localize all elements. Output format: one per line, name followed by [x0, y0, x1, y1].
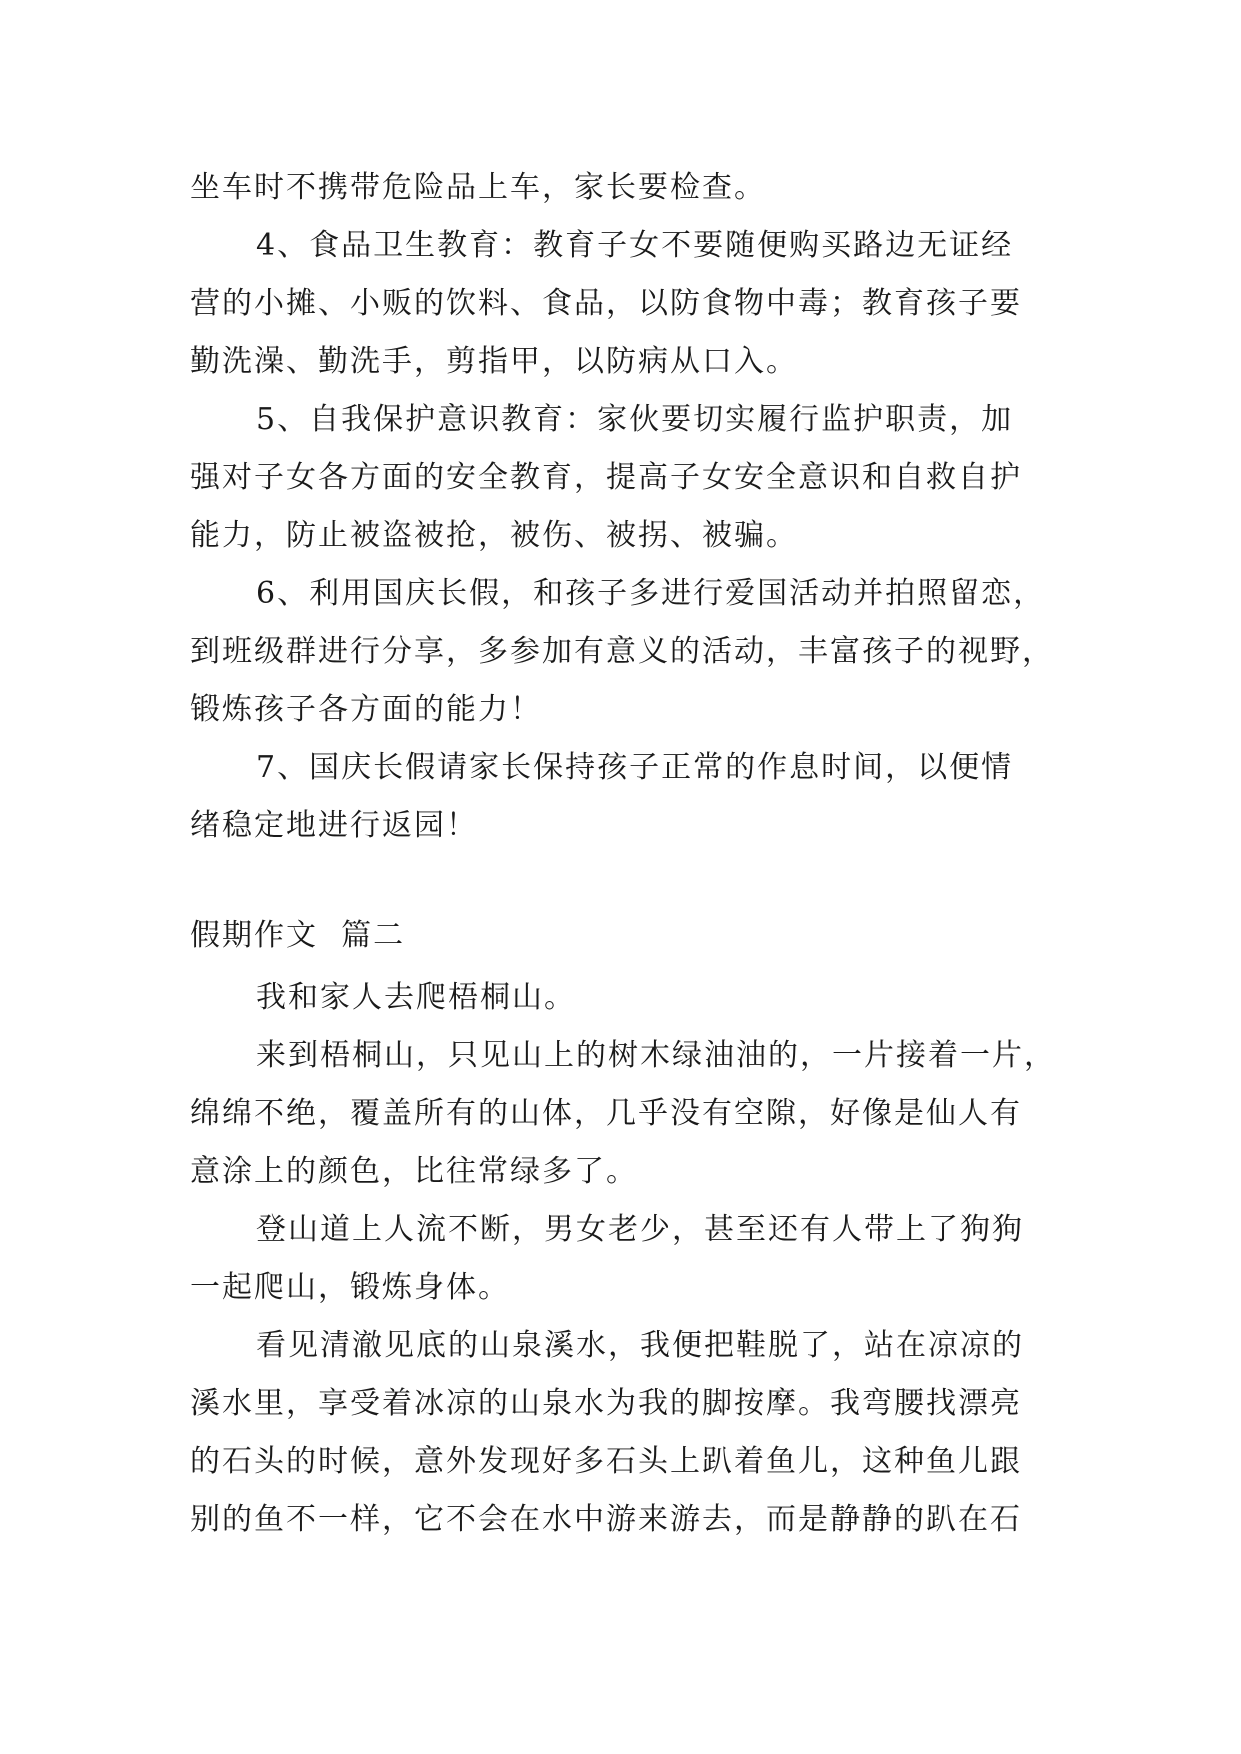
text-line: 绪稳定地进行返园！ — [190, 808, 478, 843]
text-line: 7、国庆长假请家长保持孩子正常的作息时间，以便情 — [256, 750, 1014, 785]
text-line: 我和家人去爬梧桐山。 — [256, 980, 576, 1015]
text-line: 营的小摊、小贩的饮料、食品，以防食物中毒；教育孩子要 — [190, 286, 1022, 321]
text-line: 能力，防止被盗被抢，被伤、被拐、被骗。 — [190, 518, 798, 553]
text-line: 到班级群进行分享，多参加有意义的活动，丰富孩子的视野， — [190, 634, 1054, 669]
text-line: 6、利用国庆长假，和孩子多进行爱国活动并拍照留恋， — [256, 576, 1046, 611]
text-line: 溪水里，享受着冰凉的山泉水为我的脚按摩。我弯腰找漂亮 — [190, 1386, 1022, 1421]
text-line: 锻炼孩子各方面的能力！ — [190, 692, 542, 727]
text-line: 绵绵不绝，覆盖所有的山体，几乎没有空隙，好像是仙人有 — [190, 1096, 1022, 1131]
text-line: 登山道上人流不断，男女老少，甚至还有人带上了狗狗 — [256, 1212, 1024, 1247]
text-line: 强对子女各方面的安全教育，提高子女安全意识和自救自护 — [190, 460, 1022, 495]
text-line: 坐车时不携带危险品上车，家长要检查。 — [190, 170, 766, 205]
text-line: 意涂上的颜色，比往常绿多了。 — [190, 1154, 638, 1189]
text-line: 一起爬山，锻炼身体。 — [190, 1270, 510, 1305]
section-heading: 假期作文 篇二 — [190, 918, 406, 953]
text-line: 4、食品卫生教育：教育子女不要随便购买路边无证经 — [256, 228, 1014, 263]
text-line: 看见清澈见底的山泉溪水，我便把鞋脱了，站在凉凉的 — [256, 1328, 1024, 1363]
text-line: 的石头的时候，意外发现好多石头上趴着鱼儿，这种鱼儿跟 — [190, 1444, 1022, 1479]
text-line: 5、自我保护意识教育：家伙要切实履行监护职责，加 — [256, 402, 1014, 437]
text-line: 来到梧桐山，只见山上的树木绿油油的，一片接着一片， — [256, 1038, 1056, 1073]
text-line: 别的鱼不一样，它不会在水中游来游去，而是静静的趴在石 — [190, 1502, 1022, 1537]
text-line: 勤洗澡、勤洗手，剪指甲，以防病从口入。 — [190, 344, 798, 379]
